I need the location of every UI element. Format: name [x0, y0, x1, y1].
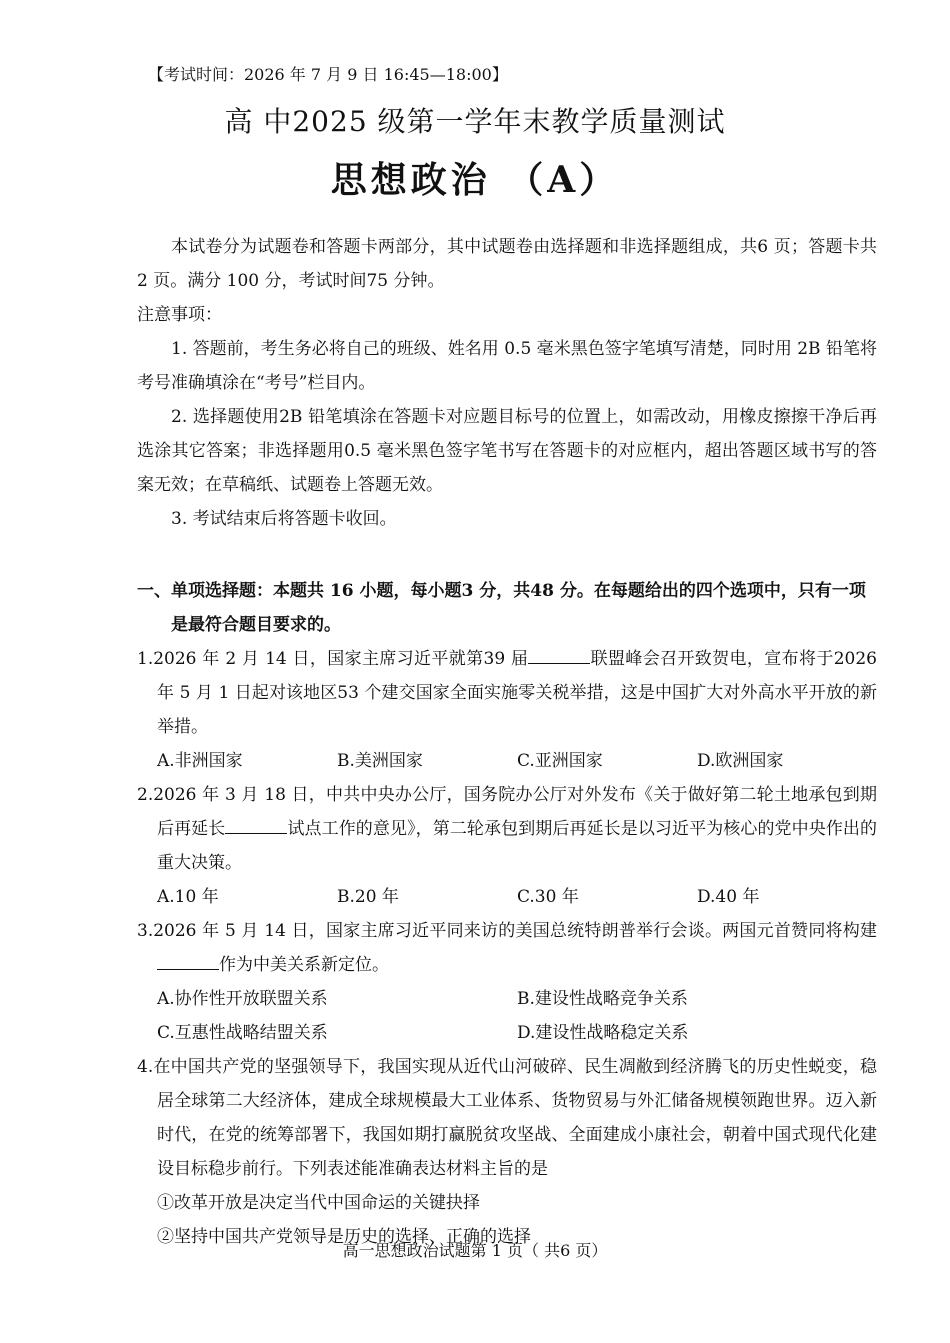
question-1 — [137, 642, 877, 744]
statement: ①改革开放是决定当代中国命运的关键抉择 — [157, 1193, 480, 1213]
question-text: 作为中美关系新定位。 — [219, 955, 389, 975]
option: B.美洲国家 — [337, 751, 423, 771]
question-3 — [137, 914, 877, 982]
option: B.20 年 — [337, 887, 399, 907]
option: A.非洲国家 — [157, 751, 243, 771]
note-item: 3. 考试结束后将答题卡收回。 — [171, 509, 397, 529]
option: A.协作性开放联盟关系 — [157, 989, 328, 1009]
question-3-options — [137, 982, 877, 1016]
question-1-options — [137, 744, 877, 778]
question-2-options — [137, 880, 877, 914]
option: D.建设性战略稳定关系 — [517, 1023, 689, 1043]
subject-title: 思想政治 （A） — [330, 159, 620, 201]
question-text: 联盟峰会召开致贺电，宣布将于2026 年 5 月 1 日起对该地区53 个建交国家全面实施零关税举措，这是中国扩大对外高水平开放的新举措。 — [157, 649, 877, 737]
question-4: 4.在中国共产党的坚强领导下，我国实现从近代山河破碎、民生凋敝到经济腾飞的历史性蜕变，稳居全球第二大经济体，建成全球规模最大工业体系、货物贸易与外汇储备规模领跑世界。迈入新时代，在党的统筹部署下，我国如期打赢脱贫攻坚战、全面建成小康社会，朝着中国式现代化建设目标稳步前行。下列表述能准确表达材料主旨的是 — [137, 1057, 877, 1179]
question-3-options — [137, 1016, 877, 1050]
intro-paragraph: 本试卷分为试题卷和答题卡两部分，其中试题卷由选择题和非选择题组成，共6 页；答题卡共2 页。满分 100 分，考试时间75 分钟。 — [137, 237, 877, 291]
answer-blank — [225, 815, 287, 834]
question-text: 3.2026 年 5 月 14 日，国家主席习近平同来访的美国总统特朗普举行会谈。两国元首赞同将构建 — [137, 921, 877, 941]
option: C.互惠性战略结盟关系 — [157, 1023, 328, 1043]
note-item: 2. 选择题使用2B 铅笔填涂在答题卡对应题目标号的位置上，如需改动，用橡皮擦擦干净后再选涂其它答案；非选择题用0.5 毫米黑色签字笔书写在答题卡的对应框内，超出答题区域书写的答案无效；在草稿纸、试题卷上答题无效。 — [137, 407, 877, 495]
question-2 — [137, 778, 877, 880]
notes-title: 注意事项： — [137, 305, 222, 325]
answer-blank — [528, 645, 590, 664]
page-footer: 高一思想政治试题第 1 页（ 共6 页） — [342, 1241, 608, 1260]
statement: ②坚持中国共产党领导是历史的选择、正确的选择 — [157, 1227, 531, 1247]
question-text: 1.2026 年 2 月 14 日，国家主席习近平就第39 届 — [137, 649, 529, 669]
question-text: 试点工作的意见》，第二轮承包到期后再延长是以习近平为核心的党中央作出的重大决策。 — [157, 819, 877, 873]
section-heading: 一、单项选择题：本题共 16 小题，每小题3 分，共48 分。在每题给出的四个选项中，只有一项是最符合题目要求的。 — [137, 581, 866, 635]
exam-body — [137, 230, 877, 1254]
option: D.40 年 — [697, 887, 760, 907]
option: C.亚洲国家 — [517, 751, 603, 771]
option: C.30 年 — [517, 887, 579, 907]
question-text: 2.2026 年 3 月 18 日，中共中央办公厅，国务院办公厅对外发布《关于做好第二轮土地承包到期后再延长 — [137, 785, 877, 839]
option: A.10 年 — [157, 887, 219, 907]
note-item: 1. 答题前，考生务必将自己的班级、姓名用 0.5 毫米黑色签字笔填写清楚，同时用 2B 铅笔将考号准确填涂在“考号”栏目内。 — [137, 339, 877, 393]
exam-time: 【考试时间：2026 年 7 月 9 日 16:45—18:00】 — [148, 65, 508, 84]
option: D.欧洲国家 — [697, 751, 784, 771]
exam-title: 高 中2025 级第一学年末教学质量测试 — [224, 105, 726, 138]
option: B.建设性战略竞争关系 — [517, 989, 688, 1009]
answer-blank — [157, 951, 219, 970]
